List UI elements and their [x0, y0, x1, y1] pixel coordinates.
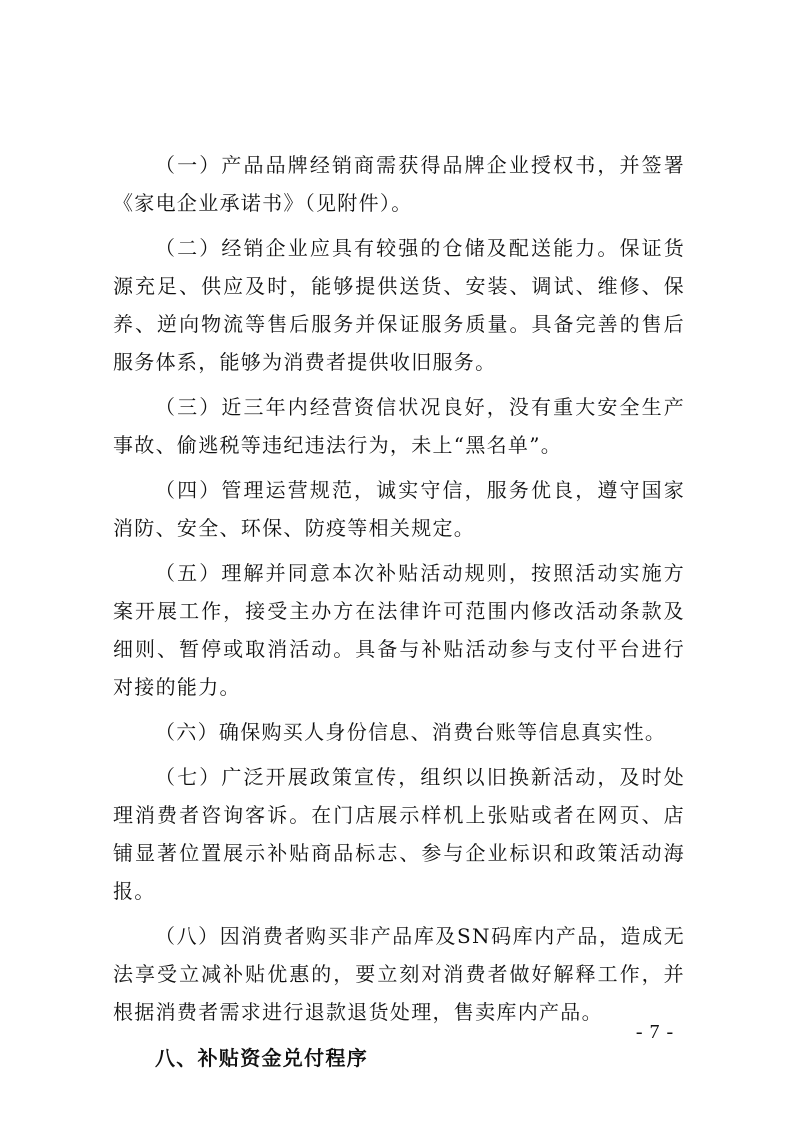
paragraph-3: （三）近三年内经营资信状况良好，没有重大安全生产事故、偷逃税等违纪违法行为，未上“黑名单”。 — [113, 395, 685, 457]
paragraph-7: （七）广泛开展政策宣传，组织以旧换新活动，及时处理消费者咨询客诉。在门店展示样机上张贴或者在网页、店铺显著位置展示补贴商品标志、参与企业标识和政策活动海报。 — [113, 765, 685, 903]
paragraph-1: （一）产品品牌经销商需获得品牌企业授权书，并签署《家电企业承诺书》（见附件）。 — [113, 153, 685, 215]
paragraph-5: （五）理解并同意本次补贴活动规则，按照活动实施方案开展工作，接受主办方在法律许可范围内修改活动条款及细则、暂停或取消活动。具备与补贴活动参与支付平台进行对接的能力。 — [113, 561, 685, 699]
document-body — [113, 146, 685, 1078]
section-heading: 八、补贴资金兑付程序 — [155, 1046, 368, 1070]
paragraph-6: （六）确保购买人身份信息、消费台账等信息真实性。 — [155, 720, 667, 744]
page-number: - 7 - — [635, 1021, 675, 1043]
paragraph-8: （八）因消费者购买非产品库及SN码库内产品，造成无法享受立减补贴优惠的，要立刻对消费者做好解释工作，并根据消费者需求进行退款退货处理，售卖库内产品。 — [113, 924, 685, 1024]
paragraph-2: （二）经销企业应具有较强的仓储及配送能力。保证货源充足、供应及时，能够提供送货、安装、调试、维修、保养、逆向物流等售后服务并保证服务质量。具备完善的售后服务体系，能够为消费者提供收旧服务。 — [113, 236, 685, 374]
paragraph-4: （四）管理运营规范，诚实守信，服务优良，遵守国家消防、安全、环保、防疫等相关规定。 — [113, 478, 685, 540]
